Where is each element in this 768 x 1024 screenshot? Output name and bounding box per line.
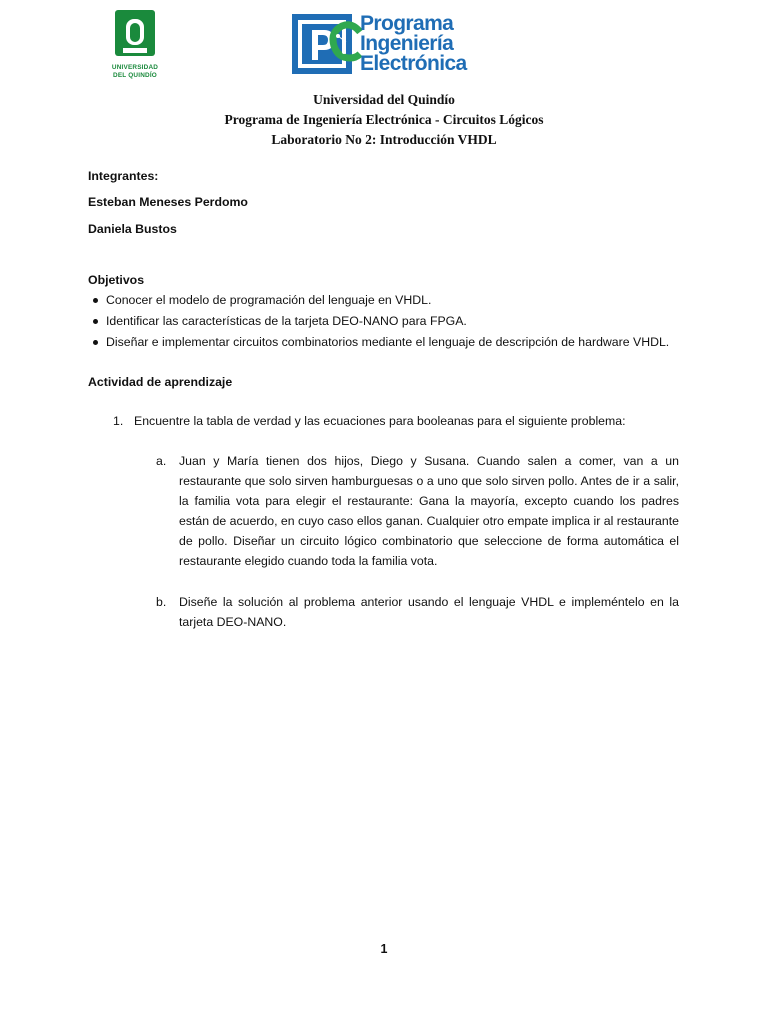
program-pc-icon [290, 12, 364, 76]
subitem-b-marker: b. [156, 595, 167, 609]
document-header [0, 90, 768, 150]
program-logo-word1: Programa [360, 12, 454, 35]
objectives-title: Objetivos [88, 273, 145, 287]
university-shield-icon [115, 10, 155, 60]
program-logo-word3: Electrónica [360, 52, 467, 75]
objective-text: Identificar las características de la tarjeta DEO-NANO para FPGA. [106, 314, 467, 328]
bullet-icon [93, 340, 98, 345]
subitem-a-text: Juan y María tienen dos hijos, Diego y Susana. Cuando salen a comer, van a un restaurante que solo sirven hamburguesas o a uno que solo sirven pollo. Antes de ir a salir, la familia vota para elegir el restaurante: Gana la mayoría, excepto cuando los padres están de acuerdo, en cuyo caso ellos ganan. Cualquier otro empate implica ir al restaurante de pollo. Diseñar un circuito lógico combinatorio que seleccione de forma automática el restaurante elegido cuando toda la familia vota. [179, 454, 679, 568]
item-1-marker: 1. [113, 414, 124, 428]
member-name: Daniela Bustos [88, 222, 177, 236]
header-university: Universidad del Quindío [313, 92, 455, 107]
objective-item [88, 290, 708, 311]
activity-title: Actividad de aprendizaje [88, 375, 233, 389]
members-label: Integrantes: [88, 169, 159, 183]
page-number: 1 [380, 942, 388, 956]
bullet-icon [93, 319, 98, 324]
member-name: Esteban Meneses Perdomo [88, 195, 248, 209]
objective-text: Diseñar e implementar circuitos combinatorios mediante el lenguaje de descripción de hardware VHDL. [106, 335, 670, 349]
program-logo-word2: Ingeniería [360, 32, 454, 55]
program-logo [290, 12, 482, 78]
university-logo-line1: UNIVERSIDAD [111, 64, 159, 71]
header-lab-title: Laboratorio No 2: Introducción VHDL [271, 132, 497, 147]
university-logo [104, 10, 166, 80]
objective-item [88, 332, 708, 353]
objectives-list [88, 290, 708, 353]
subitem-b-text: Diseñe la solución al problema anterior usando el lenguaje VHDL e impleméntelo en la tarjeta DEO-NANO. [179, 595, 679, 629]
objective-item [88, 311, 708, 332]
header-program: Programa de Ingeniería Electrónica - Circuitos Lógicos [224, 112, 544, 127]
university-logo-line2: DEL QUINDÍO [113, 72, 157, 79]
item-1-text: Encuentre la tabla de verdad y las ecuaciones para booleanas para el siguiente problema: [134, 414, 626, 428]
objective-text: Conocer el modelo de programación del lenguaje en VHDL. [106, 293, 432, 307]
subitem-a-marker: a. [156, 454, 167, 468]
bullet-icon [93, 298, 98, 303]
